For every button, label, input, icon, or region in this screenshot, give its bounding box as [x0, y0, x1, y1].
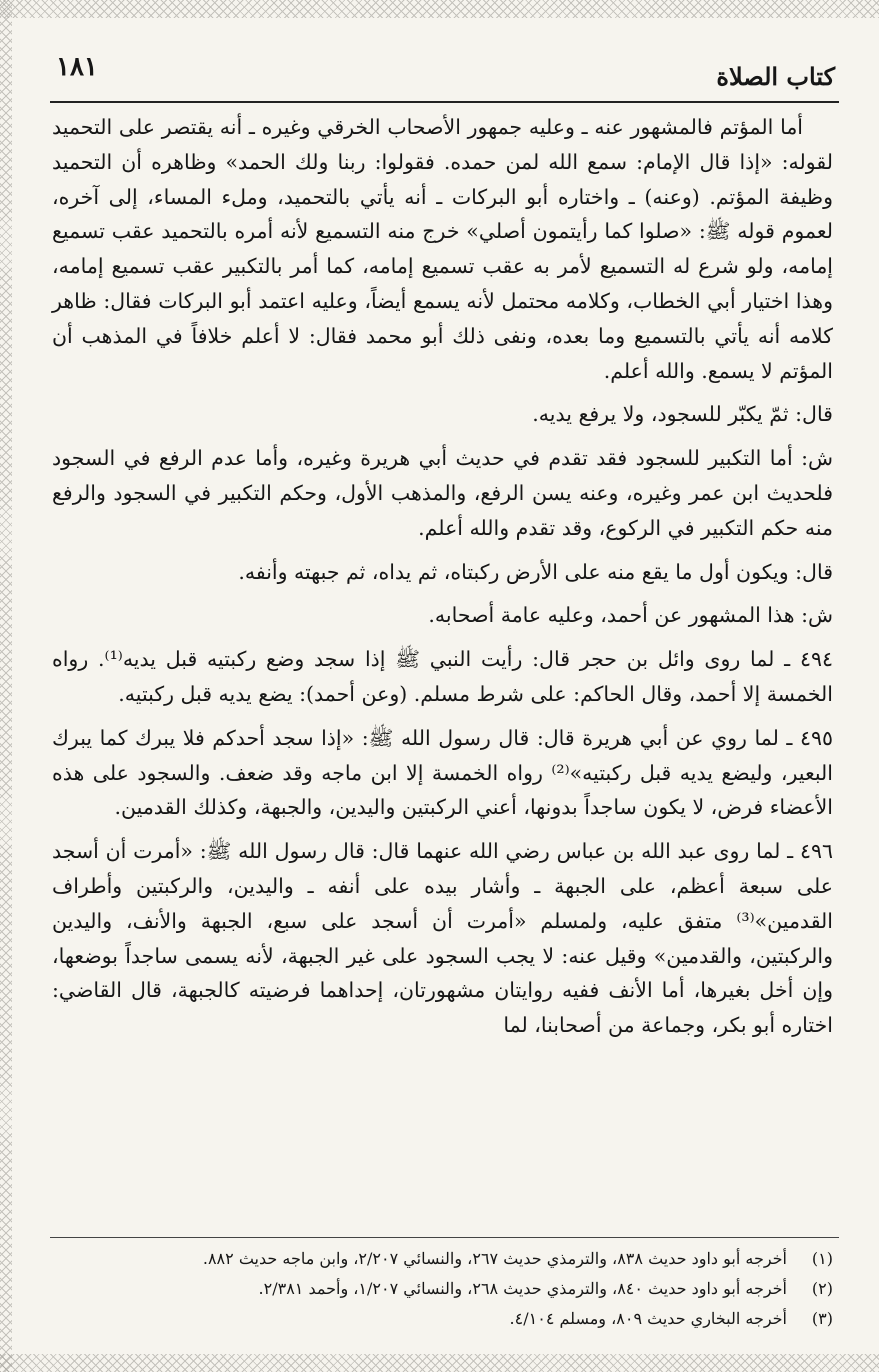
footnote-text: أخرجه أبو داود حديث ٨٣٨، والترمذي حديث ٢٦٧، والنسائي ٢/٢٠٧، وابن ماجه حديث ٨٨٢. [202, 1249, 787, 1268]
footnote-rule [50, 1237, 839, 1238]
running-title: كتاب الصلاة [716, 62, 835, 91]
paragraph-mutam: أما المؤتم فالمشهور عنه ـ وعليه جمهور الأصحاب الخرقي وغيره ـ أنه يقتصر على التحميد لقوله: «إذا قال الإمام: سمع الله لمن حمده. فقولوا: ربنا ولك الحمد» وظاهره أن التحميد وظيفة المؤتم. (وعنه) ـ واختاره أبو البركات ـ أنه يأتي بالتحميد، وملء المساء، إلى آخره، لعموم قوله ﷺ: «صلوا كما رأيتمون أصلي» خرج منه التسميع لأنه أمره بالتحميد عقب تسميع إمامه، ولو شرع له التسميع لأمر به عقب تسميع إمامه، كما أمر بالتكبير عقب تسميع إمامه، وهذا اختيار أبي الخطاب، وكلامه محتمل لأنه يسمع أيضاً، وعليه اعتمد أبو البركات فقال: ظاهر كلامه أنه يأتي بالتسميع وما بعده، ونفى ذلك أبو محمد فقال: لا أعلم خلافاً في المذهب أن المؤتم لا يسمع. والله أعلم. [52, 115, 833, 383]
footnote-item [52, 1244, 833, 1274]
page-number: ١٨١ [56, 52, 98, 82]
footnote-text: أخرجه البخاري حديث ٨٠٩، ومسلم ٤/١٠٤. [509, 1309, 787, 1328]
footnotes [52, 1244, 833, 1334]
paragraph-sharh-mashhur: ش: هذا المشهور عن أحمد، وعليه عامة أصحابه. [428, 603, 833, 628]
decorative-border-bottom [0, 1354, 879, 1372]
paragraph-qal-rukbatan: قال: ويكون أول ما يقع منه على الأرض ركبتاه، ثم يداه، ثم جبهته وأنفه. [238, 559, 833, 584]
header-rule [50, 101, 839, 103]
footnote-item [52, 1304, 833, 1334]
decorative-border-left [0, 0, 12, 1372]
footnote-number: (٣) [811, 1309, 833, 1328]
footnote-number: (٢) [811, 1279, 833, 1298]
footnote-number: (١) [811, 1249, 833, 1268]
paragraph-hadith-494: ٤٩٤ ـ لما روى وائل بن حجر قال: رأيت النبي ﷺ إذا سجد وضع ركبتيه قبل يديه⁽¹⁾. رواه الخمسة إلا أحمد، وقال الحاكم: على شرط مسلم. (وعن أحمد): يضع يديه قبل ركبتيه. [52, 647, 833, 706]
paragraph-hadith-496: ٤٩٦ ـ لما روى عبد الله بن عباس رضي الله عنهما قال: قال رسول الله ﷺ: «أمرت أن أسجد على سبعة أعظم، على الجبهة ـ وأشار بيده على أنفه ـ واليدين، والركبتين وأطراف القدمين»⁽³⁾ متفق عليه، ولمسلم «أمرت أن أسجد على سبع، الجبهة والأنف، واليدين والركبتين، والقدمين» وقيل عنه: لا يجب السجود على غير الجبهة، لأنه يسمى ساجداً بوضعها، وإن أخل بغيرها، أما الأنف ففيه روايتان مشهورتان، إحداهما فرضيته كالجبهة، قال القاضي: اختاره أبو بكر، وجماعة من أصحابنا، لما [52, 839, 833, 1038]
paragraph-hadith-495: ٤٩٥ ـ لما روي عن أبي هريرة قال: قال رسول الله ﷺ: «إذا سجد أحدكم فلا يبرك كما يبرك البعير، وليضع يديه قبل ركبتيه»⁽²⁾ رواه الخمسة إلا ابن ماجه وقد ضعف. والسجود على هذه الأعضاء فرض، لا يكون ساجداً بدونها، أعني الركبتين واليدين، والجبهة، وكذلك القدمين. [52, 725, 833, 820]
main-text [52, 110, 833, 1052]
decorative-border-top [0, 0, 879, 18]
footnote-text: أخرجه أبو داود حديث ٨٤٠، والترمذي حديث ٢٦٨، والنسائي ١/٢٠٧، وأحمد ٢/٣٨١. [258, 1279, 787, 1298]
paragraph-sharh-takbir: ش: أما التكبير للسجود فقد تقدم في حديث أبي هريرة وغيره، وأما عدم الرفع في السجود فلحديث ابن عمر وغيره، وعنه يسن الرفع، والمذهب الأول، وحكم التكبير في السجود والرفع منه حكم التكبير في الركوع، وقد تقدم والله أعلم. [52, 446, 833, 540]
paragraph-qal-sujud: قال: ثمّ يكبّر للسجود، ولا يرفع يديه. [532, 402, 833, 427]
footnote-item [52, 1274, 833, 1304]
